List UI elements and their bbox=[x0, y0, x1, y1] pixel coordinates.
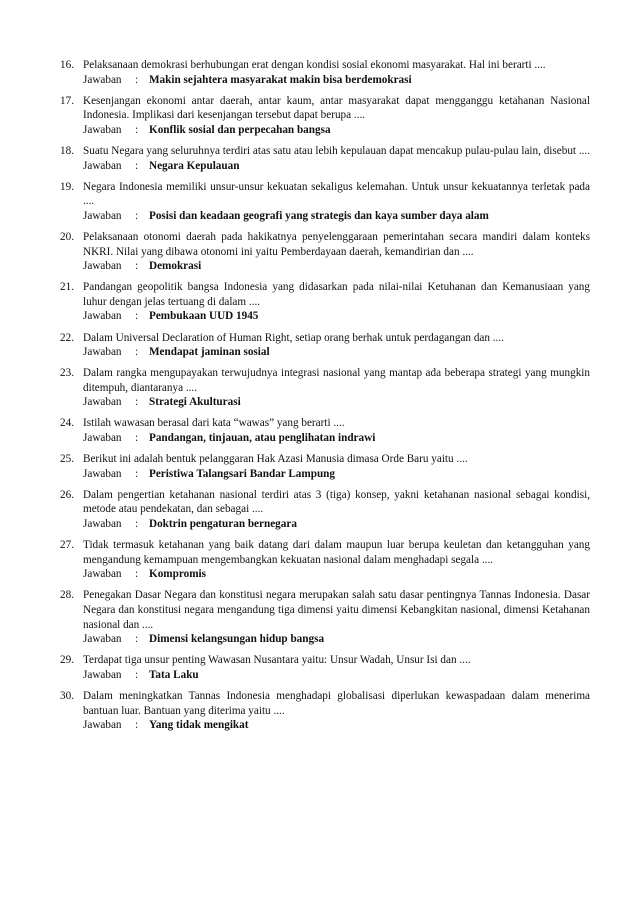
answer-text: Dimensi kelangsungan hidup bangsa bbox=[149, 633, 325, 646]
answer-colon: : bbox=[135, 518, 139, 531]
question-text: Suatu Negara yang seluruhnya terdiri atas satu atau lebih kepulauan dapat mencakup pulau-pulau lain, disebut .... bbox=[83, 144, 591, 157]
answer-colon: : bbox=[135, 209, 139, 222]
answer-colon: : bbox=[135, 260, 139, 273]
answer-text: Mendapat jaminan sosial bbox=[149, 346, 270, 359]
question-item bbox=[60, 366, 590, 410]
question-number: 19. bbox=[60, 180, 74, 193]
question-text: Tidak termasuk ketahanan yang baik datang dari dalam maupun luar berupa keuletan dan ketangguhan yang mengandung kemampuan mengembangkan kekuatan nasional dalam menghadapi segala .... bbox=[83, 539, 590, 566]
question-list bbox=[60, 58, 590, 739]
answer-colon: : bbox=[135, 346, 139, 359]
question-text: Penegakan Dasar Negara dan konstitusi negara merupakan salah satu dasar pentingnya Tannas Indonesia. Dasar Negara dan konstitusi negara mengandung tiga dimensi yaitu dimensi Kebangkitan nasional, dimensi Ketahanan nasional dan .... bbox=[83, 589, 590, 631]
answer-text: Posisi dan keadaan geografi yang strategis dan kaya sumber daya alam bbox=[149, 209, 489, 222]
question-number: 20. bbox=[60, 230, 74, 243]
question-item bbox=[60, 230, 590, 274]
answer-colon: : bbox=[135, 719, 139, 732]
answer-colon: : bbox=[135, 568, 139, 581]
question-text: Dalam Universal Declaration of Human Right, setiap orang berhak untuk perdagangan dan .... bbox=[83, 331, 504, 344]
question-item bbox=[60, 588, 590, 646]
question-number: 23. bbox=[60, 367, 74, 380]
answer-label: Jawaban bbox=[83, 310, 122, 323]
question-number: 18. bbox=[60, 144, 74, 157]
answer-label: Jawaban bbox=[83, 123, 122, 136]
question-number: 17. bbox=[60, 94, 74, 107]
answer-label: Jawaban bbox=[83, 568, 122, 581]
answer-label: Jawaban bbox=[83, 209, 122, 222]
answer-text: Peristiwa Talangsari Bandar Lampung bbox=[149, 467, 335, 480]
answer-row bbox=[83, 668, 590, 683]
answer-row bbox=[83, 159, 590, 174]
question-text: Negara Indonesia memiliki unsur-unsur kekuatan sekaligus kelemahan. Untuk unsur kekuatannya terletak pada .... bbox=[83, 180, 590, 208]
question-text: Berikut ini adalah bentuk pelanggaran Hak Azasi Manusia dimasa Orde Baru yaitu .... bbox=[83, 453, 468, 466]
question-text: Dalam pengertian ketahanan nasional terdiri atas 3 (tiga) konsep, yakni ketahanan nasional sebagai kondisi, metode atau pendekatan, dan sebagai .... bbox=[83, 488, 590, 516]
answer-row bbox=[83, 467, 590, 482]
answer-text: Strategi Akulturasi bbox=[149, 396, 241, 409]
question-text: Pelaksanaan demokrasi berhubungan erat dengan kondisi sosial ekonomi masyarakat. Hal ini berarti .... bbox=[83, 59, 546, 71]
answer-row bbox=[83, 309, 590, 324]
answer-label: Jawaban bbox=[83, 260, 122, 273]
answer-label: Jawaban bbox=[83, 432, 122, 445]
question-item bbox=[60, 416, 590, 445]
answer-colon: : bbox=[135, 432, 139, 445]
answer-label: Jawaban bbox=[83, 159, 122, 172]
answer-label: Jawaban bbox=[83, 633, 122, 646]
question-text: Istilah wawasan berasal dari kata “wawas” yang berarti .... bbox=[83, 417, 345, 430]
answer-text: Makin sejahtera masyarakat makin bisa berdemokrasi bbox=[149, 73, 412, 86]
answer-row bbox=[83, 123, 590, 138]
answer-row bbox=[83, 209, 590, 224]
question-number: 26. bbox=[60, 488, 74, 501]
answer-row bbox=[83, 73, 590, 88]
answer-row bbox=[83, 632, 590, 647]
question-number: 22. bbox=[60, 331, 74, 344]
question-number: 16. bbox=[60, 59, 74, 71]
answer-text: Konflik sosial dan perpecahan bangsa bbox=[149, 123, 331, 136]
question-number: 28. bbox=[60, 589, 74, 602]
question-text: Dalam meningkatkan Tannas Indonesia menghadapi globalisasi diperlukan kewaspadaan dalam menerima bantuan luar. Bantuan yang diterima yaitu .... bbox=[83, 689, 590, 717]
answer-label: Jawaban bbox=[83, 396, 122, 409]
question-number: 24. bbox=[60, 417, 74, 430]
answer-label: Jawaban bbox=[83, 467, 122, 480]
question-item bbox=[60, 94, 590, 138]
question-item bbox=[60, 144, 590, 173]
answer-label: Jawaban bbox=[83, 668, 122, 681]
answer-text: Yang tidak mengikat bbox=[149, 719, 249, 732]
question-text: Pandangan geopolitik bangsa Indonesia yang didasarkan pada nilai-nilai Ketuhanan dan Kemanusiaan yang luhur dengan jelas tertuang di dalam .... bbox=[83, 281, 590, 308]
answer-row bbox=[83, 431, 590, 446]
answer-label: Jawaban bbox=[83, 346, 122, 359]
question-item bbox=[60, 280, 590, 324]
answer-text: Tata Laku bbox=[149, 668, 199, 681]
question-text: Kesenjangan ekonomi antar daerah, antar kaum, antar masyarakat dapat mengganggu ketahanan Nasional Indonesia. Implikasi dari kesenjangan tersebut dapat berupa .... bbox=[83, 94, 590, 122]
answer-label: Jawaban bbox=[83, 518, 122, 531]
question-item bbox=[60, 58, 590, 87]
answer-colon: : bbox=[135, 159, 139, 172]
answer-colon: : bbox=[135, 396, 139, 409]
answer-label: Jawaban bbox=[83, 73, 122, 86]
answer-colon: : bbox=[135, 123, 139, 136]
answer-row bbox=[83, 567, 590, 582]
answer-text: Negara Kepulauan bbox=[149, 159, 240, 172]
answer-text: Pandangan, tinjauan, atau penglihatan indrawi bbox=[149, 432, 376, 445]
question-item bbox=[60, 331, 590, 360]
answer-colon: : bbox=[135, 73, 139, 86]
question-text: Terdapat tiga unsur penting Wawasan Nusantara yaitu: Unsur Wadah, Unsur Isi dan .... bbox=[83, 654, 471, 667]
answer-row bbox=[83, 718, 590, 733]
answer-colon: : bbox=[135, 668, 139, 681]
question-item bbox=[60, 653, 590, 682]
answer-text: Doktrin pengaturan bernegara bbox=[149, 518, 297, 531]
question-text: Pelaksanaan otonomi daerah pada hakikatnya penyelenggaraan pemerintahan secara mandiri dalam konteks NKRI. Nilai yang dibawa otonomi ini yaitu Pemberdayaan daerah, kemandirian dan .... bbox=[83, 230, 590, 258]
answer-colon: : bbox=[135, 310, 139, 323]
answer-text: Pembukaan UUD 1945 bbox=[149, 310, 259, 323]
question-item bbox=[60, 488, 590, 532]
question-item bbox=[60, 180, 590, 224]
question-text: Dalam rangka mengupayakan terwujudnya integrasi nasional yang mantap ada beberapa strategi yang mungkin ditempuh, diantaranya .... bbox=[83, 367, 590, 394]
answer-colon: : bbox=[135, 467, 139, 480]
question-number: 30. bbox=[60, 689, 74, 702]
answer-colon: : bbox=[135, 633, 139, 646]
answer-row bbox=[83, 517, 590, 532]
question-item bbox=[60, 689, 590, 733]
question-item bbox=[60, 538, 590, 582]
question-number: 25. bbox=[60, 453, 74, 466]
answer-label: Jawaban bbox=[83, 719, 122, 732]
answer-row bbox=[83, 345, 590, 360]
question-number: 27. bbox=[60, 539, 74, 552]
answer-text: Demokrasi bbox=[149, 260, 202, 273]
answer-row bbox=[83, 259, 590, 274]
question-item bbox=[60, 452, 590, 481]
answer-text: Kompromis bbox=[149, 568, 206, 581]
question-number: 21. bbox=[60, 281, 74, 294]
question-number: 29. bbox=[60, 654, 74, 667]
answer-row bbox=[83, 395, 590, 410]
